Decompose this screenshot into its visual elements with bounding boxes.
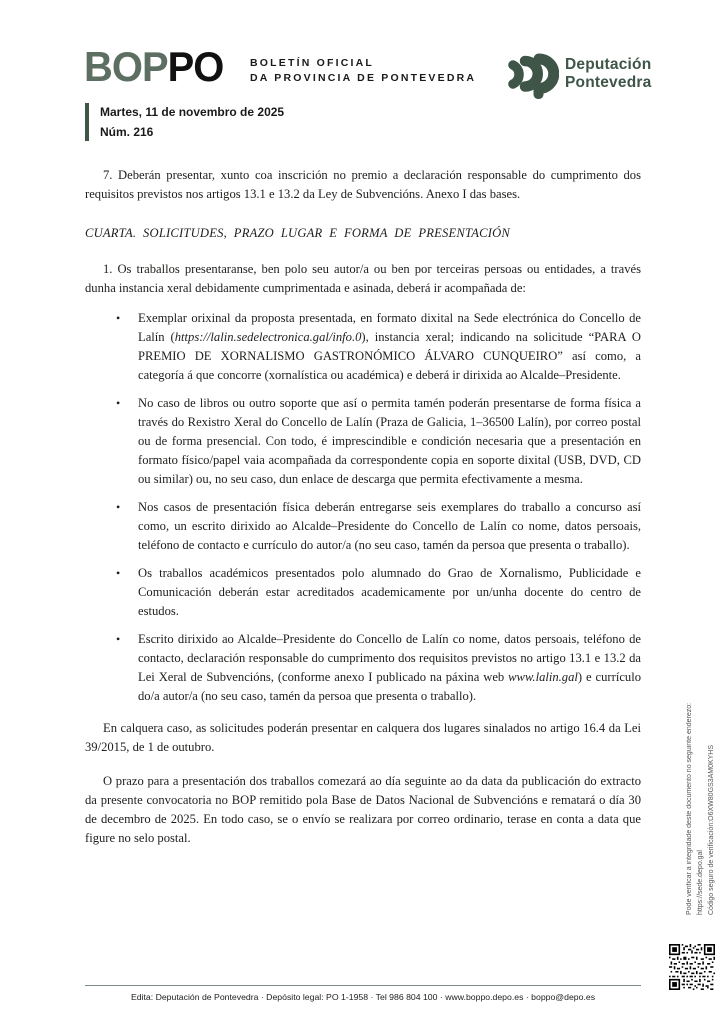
text-segment: 7. Deberán presentar, xunto coa inscrición no premio a declaración responsable do cumprimento dos requisitos previstos nos artigos 13.1 e 13.2 da Ley de Subvencións. Anexo I das bases. <box>85 168 641 201</box>
document-paragraph <box>85 772 641 848</box>
boppo-logo-po: PO <box>167 43 224 90</box>
bullet-item <box>85 498 641 555</box>
bulletin-subtitle-line1: BOLETÍN OFICIAL <box>250 57 374 69</box>
document-paragraph <box>85 260 641 298</box>
verification-line1: Pode verificar a integridade deste documento no seguinte enderezo: <box>686 702 693 915</box>
issue-number: Núm. 216 <box>100 125 154 139</box>
section-heading <box>85 224 641 243</box>
verification-code: Código seguro de verificación:O6XW80GS3AM0KYHS <box>708 744 715 915</box>
document-paragraph <box>85 166 641 204</box>
text-segment: O prazo para a presentación dos traballos comezará ao día seguinte ao da data da publicación do extracto da presente convocatoria no BOP remitido pola Base de Datos Nacional de Subvencións e rematará o día 30 de decembro de 2025. En todo caso, se o envío se realizara por correo ordinario, terase en conta a data que figure no selo postal. <box>85 774 641 845</box>
verification-url: https://sede.depo.gal <box>697 850 704 915</box>
deputacion-logo-icon <box>505 49 559 101</box>
text-segment: CUARTA. SOLICITUDES, PRAZO LUGAR E FORMA DE PRESENTACIÓN <box>85 226 511 240</box>
issue-block <box>85 103 284 141</box>
bullet-marker: • <box>116 500 121 514</box>
deputacion-name-line1: Deputación <box>565 56 652 73</box>
deputacion-name-line2: Pontevedra <box>565 73 652 91</box>
text-segment: En calquera caso, as solicitudes poderán presentar en calquera dos lugares sinalados no artigo 16.4 da Lei 39/2015, de 1 de outubro. <box>85 721 641 754</box>
bulletin-subtitle-line2: DA PROVINCIA DE PONTEVEDRA <box>250 72 477 84</box>
deputacion-logo-text <box>565 56 651 91</box>
bullet-marker: • <box>116 632 121 646</box>
document-body <box>85 166 641 859</box>
document-paragraph <box>85 719 641 757</box>
bullet-marker: • <box>116 566 121 580</box>
issue-date: Martes, 11 de novembro de 2025 <box>100 105 285 119</box>
italic-text-segment: https://lalin.sedelectronica.gal/info.0 <box>174 330 362 344</box>
text-segment: No caso de libros ou outro soporte que así o permita tamén poderán presentarse de forma física a través do Rexistro Xeral do Concello de Lalín (Praza de Galicia, 1–36500 Lalín), por correo postal ou de forma presencial. Con todo, é imprescindible e condición necesaria que a presentación en formato físico/papel vaia acompañada da correspondente copia en soporte dixital (USB, DVD, CD ou similar) ou, no seu caso, dun enlace de descarga que permita efectivamente a mesma. <box>138 396 641 486</box>
bullet-item <box>85 564 641 621</box>
text-segment: 1. Os traballos presentaranse, ben polo seu autor/a ou ben por terceiras persoas ou entidades, a través dunha instancia xeral debidamente cumprimentada e asinada, deberá ir acompañada de: <box>85 262 641 295</box>
footer-imprint: Edita: Deputación de Pontevedra · Depósito legal: PO 1-1958 · Tel 986 804 100 · www.boppo.depo.es · boppo@depo.es <box>130 992 596 1002</box>
text-segment: Escrito dirixido ao Alcalde–Presidente do Concello de Lalín co nome, datos persoais, teléfono de contacto, declaración responsable do cumprimento dos requisitos previstos no artigo 13.1 e 13.2 da Lei Xeral de Subvencións, (conforme anexo I publicado na páxina web <box>138 632 641 684</box>
bulletin-subtitle <box>250 56 476 86</box>
footer-divider <box>85 985 641 986</box>
text-segment: Exemplar orixinal da proposta presentada, en formato dixital na Sede electrónica do Concello de Lalín ( <box>138 311 641 344</box>
text-segment: ), instancia xeral; indicando na solicitude “PARA O PREMIO DE XORNALISMO GASTRONÓMICO ÁLVARO CUNQUEIRO” así como, a categoría á que concorre (xornalística ou académica) e deberá ir dirixida ao Alcalde–Presidente. <box>138 330 641 382</box>
qr-code <box>669 944 715 990</box>
bullet-item <box>85 309 641 385</box>
verification-strip <box>684 700 717 915</box>
bullet-marker: • <box>116 396 121 410</box>
boppo-logo <box>84 43 224 90</box>
text-segment: Nos casos de presentación física deberán entregarse seis exemplares do traballo a concurso así como, un escrito dirixido ao Alcalde–Presidente do Concello de Lalín co nome, datos persoais, teléfono de contacto e currículo do autor/a (no seu caso, tamén da persoa que presenta o traballo). <box>138 500 641 552</box>
deputacion-logo <box>505 49 720 101</box>
text-segment: ) e currículo do/a autor/a (no seu caso, tamén da persoa que presenta o traballo). <box>138 670 641 703</box>
bullet-marker: • <box>116 311 121 325</box>
text-segment: Os traballos académicos presentados polo alumnado do Grao de Xornalismo, Publicidade e Comunicación deberán estar acreditados academicamente por un/unha docente do centro de estudos. <box>138 566 641 618</box>
boppo-logo-bop: BOP <box>84 43 168 90</box>
bullet-item <box>85 630 641 706</box>
italic-text-segment: www.lalin.gal <box>508 670 578 684</box>
bullet-item <box>85 394 641 489</box>
